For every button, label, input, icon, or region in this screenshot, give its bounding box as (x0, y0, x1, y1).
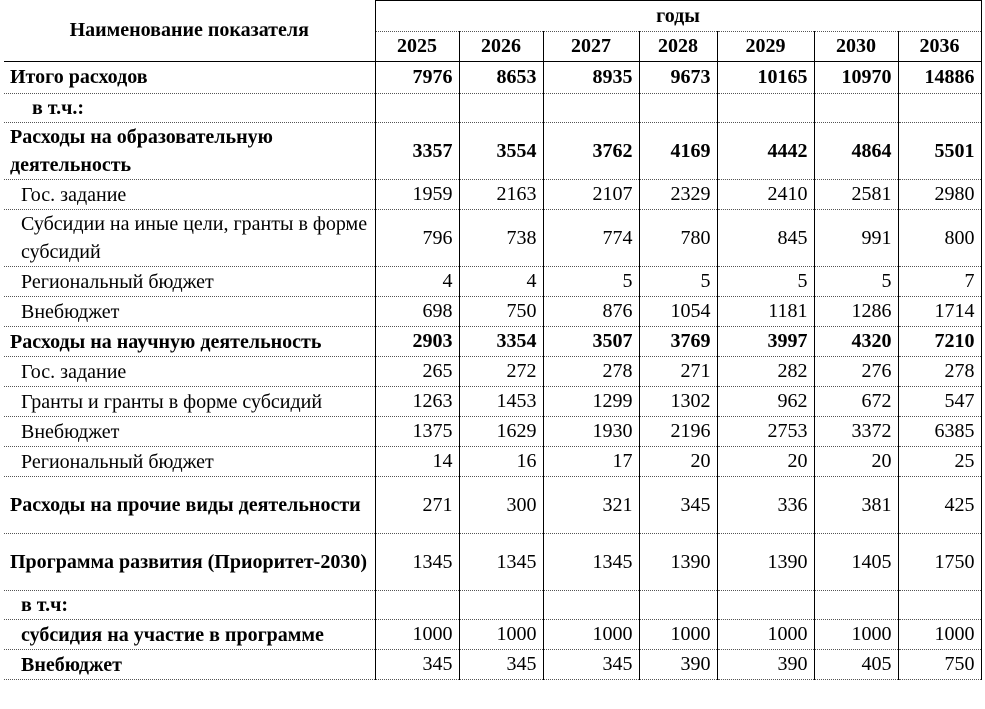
table-row (4, 297, 981, 327)
cell-value: 1299 (543, 387, 639, 417)
cell-value: 1302 (639, 387, 717, 417)
table-row (4, 534, 981, 591)
row-label: Региональный бюджет (4, 447, 375, 477)
cell-value: 738 (459, 210, 543, 267)
cell-value: 20 (717, 447, 814, 477)
cell-value: 6385 (898, 417, 981, 447)
cell-value (717, 94, 814, 123)
cell-value: 1345 (375, 534, 459, 591)
cell-value: 5 (543, 267, 639, 297)
cell-value (639, 591, 717, 620)
cell-value (375, 591, 459, 620)
cell-value: 750 (459, 297, 543, 327)
cell-value: 4864 (814, 123, 898, 180)
cell-value: 1054 (639, 297, 717, 327)
budget-table (4, 0, 982, 680)
cell-value: 272 (459, 357, 543, 387)
cell-value: 1263 (375, 387, 459, 417)
cell-value (459, 591, 543, 620)
table-row (4, 62, 981, 94)
cell-value: 345 (639, 477, 717, 534)
table-row (4, 477, 981, 534)
cell-value: 800 (898, 210, 981, 267)
cell-value: 9673 (639, 62, 717, 94)
cell-value: 1930 (543, 417, 639, 447)
cell-value: 750 (898, 650, 981, 680)
year-header: 2030 (814, 32, 898, 62)
cell-value: 321 (543, 477, 639, 534)
row-label: Расходы на научную деятельность (4, 327, 375, 357)
cell-value: 1345 (459, 534, 543, 591)
row-label: Внебюджет (4, 650, 375, 680)
cell-value: 20 (814, 447, 898, 477)
cell-value: 10970 (814, 62, 898, 94)
cell-value: 1000 (814, 620, 898, 650)
row-label: Расходы на образовательную деятельность (4, 123, 375, 180)
cell-value: 2107 (543, 180, 639, 210)
cell-value (459, 94, 543, 123)
cell-value: 698 (375, 297, 459, 327)
year-header: 2036 (898, 32, 981, 62)
cell-value: 1453 (459, 387, 543, 417)
cell-value: 2196 (639, 417, 717, 447)
table-row (4, 620, 981, 650)
row-label: в т.ч: (4, 591, 375, 620)
table-row (4, 267, 981, 297)
cell-value: 425 (898, 477, 981, 534)
cell-value: 271 (375, 477, 459, 534)
cell-value: 4169 (639, 123, 717, 180)
cell-value: 962 (717, 387, 814, 417)
row-label: Итого расходов (4, 62, 375, 94)
cell-value: 3762 (543, 123, 639, 180)
cell-value: 345 (375, 650, 459, 680)
cell-value (543, 94, 639, 123)
cell-value: 1000 (898, 620, 981, 650)
cell-value: 14 (375, 447, 459, 477)
table-row (4, 591, 981, 620)
cell-value (898, 591, 981, 620)
year-header: 2027 (543, 32, 639, 62)
cell-value: 20 (639, 447, 717, 477)
cell-value: 7210 (898, 327, 981, 357)
table-row (4, 650, 981, 680)
cell-value: 276 (814, 357, 898, 387)
cell-value: 390 (639, 650, 717, 680)
cell-value: 1714 (898, 297, 981, 327)
cell-value (898, 94, 981, 123)
cell-value: 278 (898, 357, 981, 387)
cell-value: 8653 (459, 62, 543, 94)
row-label: Внебюджет (4, 297, 375, 327)
cell-value: 1000 (375, 620, 459, 650)
table-row (4, 327, 981, 357)
cell-value: 381 (814, 477, 898, 534)
row-label: в т.ч.: (4, 94, 375, 123)
cell-value: 1000 (459, 620, 543, 650)
cell-value: 390 (717, 650, 814, 680)
cell-value: 3554 (459, 123, 543, 180)
table-row (4, 210, 981, 267)
cell-value: 547 (898, 387, 981, 417)
cell-value: 3997 (717, 327, 814, 357)
cell-value (814, 591, 898, 620)
cell-value: 5501 (898, 123, 981, 180)
cell-value: 4 (375, 267, 459, 297)
cell-value: 3354 (459, 327, 543, 357)
cell-value: 10165 (717, 62, 814, 94)
row-label: Гос. задание (4, 357, 375, 387)
cell-value: 8935 (543, 62, 639, 94)
cell-value: 876 (543, 297, 639, 327)
cell-value: 7976 (375, 62, 459, 94)
cell-value: 336 (717, 477, 814, 534)
row-label: Субсидии на иные цели, гранты в форме субсидий (4, 210, 375, 267)
cell-value: 2410 (717, 180, 814, 210)
cell-value: 1959 (375, 180, 459, 210)
cell-value: 2980 (898, 180, 981, 210)
year-header: 2025 (375, 32, 459, 62)
cell-value: 25 (898, 447, 981, 477)
cell-value (717, 591, 814, 620)
cell-value: 1750 (898, 534, 981, 591)
cell-value: 1629 (459, 417, 543, 447)
cell-value: 672 (814, 387, 898, 417)
cell-value: 1390 (639, 534, 717, 591)
cell-value: 991 (814, 210, 898, 267)
cell-value: 5 (814, 267, 898, 297)
cell-value (543, 591, 639, 620)
year-header: 2026 (459, 32, 543, 62)
cell-value: 780 (639, 210, 717, 267)
cell-value: 271 (639, 357, 717, 387)
cell-value: 2581 (814, 180, 898, 210)
year-header: 2028 (639, 32, 717, 62)
cell-value: 3507 (543, 327, 639, 357)
cell-value: 1390 (717, 534, 814, 591)
cell-value: 1181 (717, 297, 814, 327)
table-row (4, 417, 981, 447)
cell-value: 7 (898, 267, 981, 297)
cell-value: 1286 (814, 297, 898, 327)
cell-value (639, 94, 717, 123)
column-header-years: годы (375, 1, 981, 32)
cell-value: 345 (543, 650, 639, 680)
cell-value: 5 (717, 267, 814, 297)
cell-value: 17 (543, 447, 639, 477)
cell-value: 4 (459, 267, 543, 297)
cell-value (375, 94, 459, 123)
cell-value: 3769 (639, 327, 717, 357)
cell-value: 2163 (459, 180, 543, 210)
cell-value: 345 (459, 650, 543, 680)
table-row (4, 447, 981, 477)
cell-value: 3372 (814, 417, 898, 447)
column-header-name: Наименование показателя (4, 1, 375, 62)
cell-value: 1345 (543, 534, 639, 591)
cell-value: 16 (459, 447, 543, 477)
row-label: Расходы на прочие виды деятельности (4, 477, 375, 534)
cell-value: 1000 (543, 620, 639, 650)
table-row (4, 357, 981, 387)
row-label: Гранты и гранты в форме субсидий (4, 387, 375, 417)
cell-value: 1000 (717, 620, 814, 650)
cell-value (814, 94, 898, 123)
table-row (4, 94, 981, 123)
cell-value: 774 (543, 210, 639, 267)
cell-value: 5 (639, 267, 717, 297)
row-label: Внебюджет (4, 417, 375, 447)
row-label: Региональный бюджет (4, 267, 375, 297)
cell-value: 3357 (375, 123, 459, 180)
cell-value: 265 (375, 357, 459, 387)
cell-value: 2903 (375, 327, 459, 357)
cell-value: 845 (717, 210, 814, 267)
table-row (4, 387, 981, 417)
table-row (4, 123, 981, 180)
row-label: Программа развития (Приоритет-2030) (4, 534, 375, 591)
cell-value: 278 (543, 357, 639, 387)
row-label: Гос. задание (4, 180, 375, 210)
cell-value: 1405 (814, 534, 898, 591)
cell-value: 4442 (717, 123, 814, 180)
row-label: субсидия на участие в программе (4, 620, 375, 650)
cell-value: 282 (717, 357, 814, 387)
cell-value: 1000 (639, 620, 717, 650)
cell-value: 1375 (375, 417, 459, 447)
cell-value: 14886 (898, 62, 981, 94)
cell-value: 405 (814, 650, 898, 680)
cell-value: 796 (375, 210, 459, 267)
cell-value: 2329 (639, 180, 717, 210)
cell-value: 2753 (717, 417, 814, 447)
year-header: 2029 (717, 32, 814, 62)
cell-value: 4320 (814, 327, 898, 357)
cell-value: 300 (459, 477, 543, 534)
table-row (4, 180, 981, 210)
